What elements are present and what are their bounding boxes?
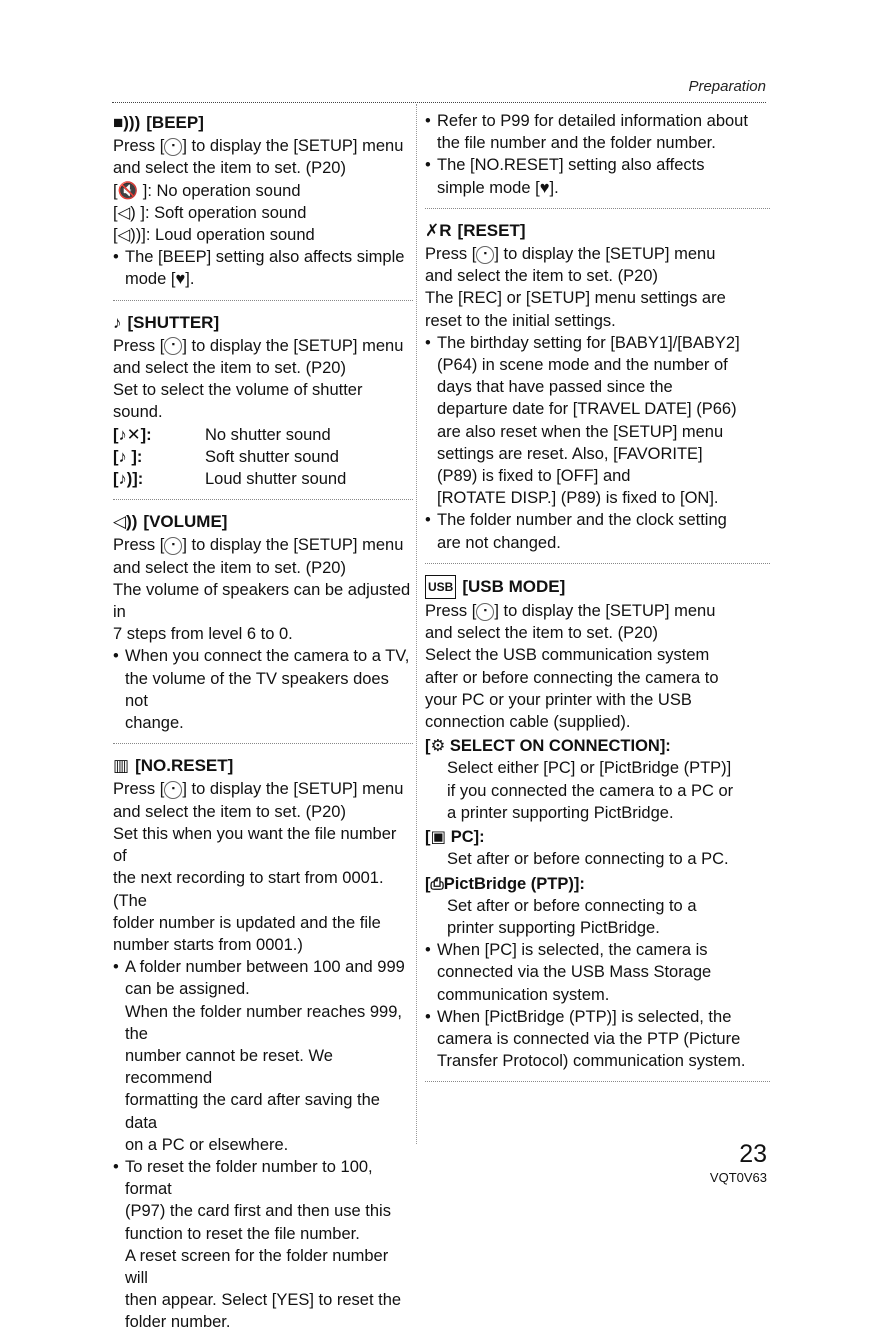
usb-option-pictbridge-desc: Set after or before connecting to a printer supporting PictBridge. bbox=[447, 896, 697, 937]
beep-instruction: Press [ ▪ ] to display the [SETUP] menu bbox=[113, 137, 404, 156]
noreset-note-1: • A folder number between 100 and 999 can be assigned. When the folder number reaches 999, the number cannot be reset. We recommend formatting the card after saving the data on a PC or elsewhere. bbox=[113, 956, 413, 1156]
document-code: VQT0V63 bbox=[709, 1170, 767, 1185]
noreset-section bbox=[113, 755, 413, 1333]
shutter-icon: ♪ bbox=[113, 312, 122, 332]
volume-title: [VOLUME] bbox=[143, 512, 228, 532]
section-divider bbox=[113, 499, 413, 500]
usb-note-2: • When [PictBridge (PTP)] is selected, the camera is connected via the PTP (Picture Transfer Protocol) communication system. bbox=[425, 1006, 770, 1073]
menu-set-icon: ▪ bbox=[476, 603, 494, 621]
noreset-title: [NO.RESET] bbox=[135, 756, 234, 776]
beep-soft-icon: ◁) bbox=[117, 203, 136, 222]
reset-note-1: • The birthday setting for [BABY1]/[BABY2] (P64) in scene mode and the number of days that have passed since the departure date for [TRAVEL DATE] (P66) are also reset when the [SETUP] menu settings are reset. Also, [FAVORITE] (P89) is fixed to [OFF] and [ROTATE DISP.] (P89) is fixed to [ON]. bbox=[425, 332, 770, 510]
usb-description: Select the USB communication system after or before connecting the camera to your PC or your printer with the USB connection cable (supplied). bbox=[425, 646, 719, 732]
left-column bbox=[113, 110, 413, 1334]
usb-title: [USB MODE] bbox=[462, 576, 566, 596]
reset-instruction: Press [ ▪ ] to display the [SETUP] menu bbox=[425, 245, 716, 264]
volume-section bbox=[113, 511, 413, 734]
menu-set-icon: ▪ bbox=[164, 537, 182, 555]
reset-instruction-2: and select the item to set. (P20) bbox=[425, 267, 658, 286]
usb-instruction-2: and select the item to set. (P20) bbox=[425, 624, 658, 643]
beep-option-soft: [◁) ]: Soft operation sound bbox=[113, 203, 307, 222]
usb-option-select-desc: Select either [PC] or [PictBridge (PTP)] if you connected the camera to a PC or a printer supporting PictBridge. bbox=[447, 759, 734, 822]
select-connection-icon: ⚙ bbox=[430, 737, 446, 756]
volume-heading bbox=[113, 511, 413, 533]
volume-note: • When you connect the camera to a TV, the volume of the TV speakers does not change. bbox=[113, 645, 413, 734]
reset-section bbox=[425, 220, 770, 554]
beep-off-icon: 🔇 bbox=[117, 181, 139, 200]
usb-option-pictbridge: [⎙PictBridge (PTP)]: bbox=[425, 874, 585, 893]
beep-section bbox=[113, 112, 413, 291]
shutter-description: Set to select the volume of shutter sound. bbox=[113, 381, 363, 422]
page-number: 23 bbox=[739, 1140, 767, 1168]
volume-description: The volume of speakers can be adjusted in bbox=[113, 580, 411, 622]
section-divider bbox=[425, 208, 770, 209]
header-divider bbox=[112, 102, 766, 103]
usb-instruction: Press [ ▪ ] to display the [SETUP] menu bbox=[425, 602, 716, 621]
pc-icon: ▣ bbox=[430, 828, 447, 847]
noreset-icon: ▥ bbox=[113, 756, 130, 776]
beep-option-none: [🔇 ]: No operation sound bbox=[113, 181, 301, 200]
beep-loud-icon: ◁)) bbox=[117, 226, 142, 245]
beep-heading bbox=[113, 112, 413, 134]
volume-description-2: 7 steps from level 6 to 0. bbox=[113, 625, 293, 644]
usb-note-1: • When [PC] is selected, the camera is connected via the USB Mass Storage communication system. bbox=[425, 939, 770, 1006]
volume-instruction-2: and select the item to set. (P20) bbox=[113, 558, 346, 577]
noreset-instruction: Press [ ▪ ] to display the [SETUP] menu bbox=[113, 780, 404, 799]
section-divider bbox=[113, 300, 413, 301]
section-divider bbox=[425, 563, 770, 564]
usb-icon: USB bbox=[425, 575, 456, 599]
noreset-description: Set this when you want the file number of the next recording to start from 0001. (The folder number is updated and the file number starts from 0001.) bbox=[113, 824, 397, 954]
speaker-icon: ■))) bbox=[113, 113, 141, 132]
menu-set-icon: ▪ bbox=[164, 138, 182, 156]
usb-section bbox=[425, 575, 770, 1072]
noreset-note-2: • To reset the folder number to 100, format (P97) the card first and then use this function to reset the file number. A reset screen for the folder number will then appear. Select [YES] to reset the folder number. bbox=[113, 1156, 413, 1334]
menu-set-icon: ▪ bbox=[164, 337, 182, 355]
beep-instruction-2: and select the item to set. (P20) bbox=[113, 159, 346, 178]
shutter-option-loud: [♪)]: Loud shutter sound bbox=[113, 470, 347, 489]
printer-icon: ⎙ bbox=[430, 874, 444, 893]
reset-icon: ✗R bbox=[425, 220, 452, 240]
volume-icon: ◁)) bbox=[113, 512, 138, 532]
usb-option-pc-desc: Set after or before connecting to a PC. bbox=[447, 850, 729, 869]
noreset-heading bbox=[113, 755, 413, 777]
beep-title: [BEEP] bbox=[146, 113, 204, 132]
shutter-option-none: [♪✕]: No shutter sound bbox=[113, 425, 331, 444]
menu-set-icon: ▪ bbox=[164, 781, 182, 799]
menu-set-icon: ▪ bbox=[476, 246, 494, 264]
shutter-off-icon: ♪✕ bbox=[118, 425, 141, 444]
section-divider bbox=[425, 1081, 770, 1082]
shutter-instruction-2: and select the item to set. (P20) bbox=[113, 359, 346, 378]
usb-option-pc: [▣ PC]: bbox=[425, 828, 485, 847]
usb-heading bbox=[425, 575, 770, 599]
noreset-simple-note: • The [NO.RESET] setting also affects simple mode [♥]. bbox=[425, 154, 770, 198]
beep-option-loud: [◁))]: Loud operation sound bbox=[113, 226, 315, 245]
beep-note: • The [BEEP] setting also affects simple mode [♥]. bbox=[113, 246, 413, 290]
shutter-instruction: Press [ ▪ ] to display the [SETUP] menu bbox=[113, 336, 404, 355]
shutter-heading bbox=[113, 312, 413, 334]
shutter-title: [SHUTTER] bbox=[127, 312, 220, 332]
reset-note-2: • The folder number and the clock setting are not changed. bbox=[425, 509, 770, 553]
shutter-section bbox=[113, 312, 413, 491]
reset-title: [RESET] bbox=[457, 220, 526, 240]
usb-option-select: [⚙ SELECT ON CONNECTION]: bbox=[425, 737, 671, 756]
column-divider bbox=[416, 104, 417, 1144]
reset-heading bbox=[425, 220, 770, 242]
section-divider bbox=[113, 743, 413, 744]
volume-instruction: Press [ ▪ ] to display the [SETUP] menu bbox=[113, 536, 404, 555]
shutter-soft-icon: ♪ bbox=[118, 447, 127, 466]
section-label: Preparation bbox=[688, 78, 766, 95]
noreset-instruction-2: and select the item to set. (P20) bbox=[113, 802, 346, 821]
shutter-option-soft: [♪ ]: Soft shutter sound bbox=[113, 447, 339, 466]
shutter-loud-icon: ♪) bbox=[118, 470, 133, 489]
reset-description: The [REC] or [SETUP] menu settings are reset to the initial settings. bbox=[425, 289, 726, 330]
file-number-note: • Refer to P99 for detailed information about the file number and the folder number. bbox=[425, 110, 770, 154]
right-column bbox=[425, 110, 770, 1093]
